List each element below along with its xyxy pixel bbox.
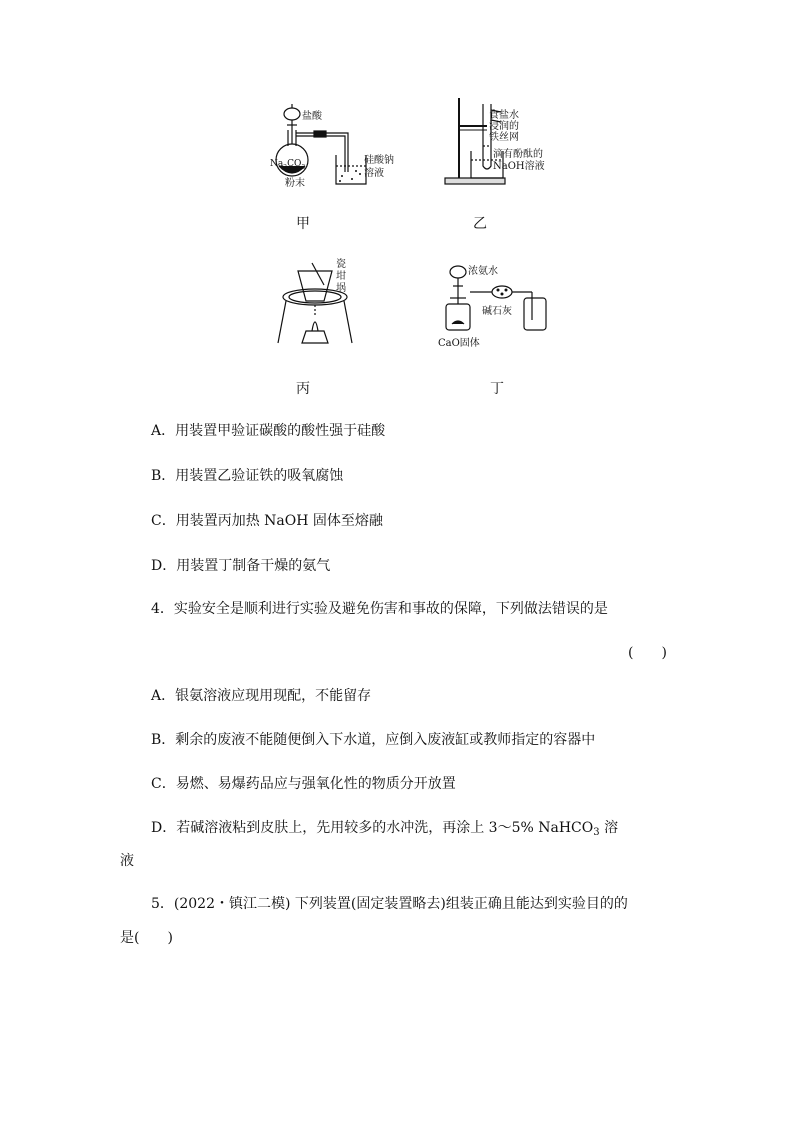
svg-text:NaOH溶液: NaOH溶液	[493, 161, 545, 172]
svg-text:埚: 埚	[336, 283, 346, 294]
figure-bing	[272, 255, 362, 350]
figure-caption-ding: 丁	[490, 381, 504, 397]
q5-stem-continued: 是( )	[120, 930, 173, 946]
figure-caption-bing: 丙	[296, 381, 310, 397]
figure-yi	[443, 96, 563, 191]
svg-text:Na2CO3: $Na_2CO_3$	[270, 159, 306, 171]
svg-text:铁丝网: 铁丝网	[489, 132, 519, 143]
svg-text:坩: 坩	[336, 271, 346, 282]
q3-option-d: D．用装置丁制备干燥的氨气	[151, 558, 331, 574]
q4-option-b: B．剩余的废液不能随便倒入下水道，应倒入废液缸或教师指定的容器中	[151, 732, 596, 748]
q4-option-d-continued: 液	[120, 853, 134, 869]
q4-option-a: A．银氨溶液应现用现配，不能留存	[151, 688, 372, 704]
figure-caption-yi: 乙	[473, 216, 487, 232]
q4-option-d: D．若碱溶液粘到皮肤上，先用较多的水冲洗，再涂上 3～5% NaHCO$_3$ 溶	[151, 820, 619, 838]
sodium-silicate-label: 硅酸钠	[364, 155, 394, 166]
q3-option-a: A．用装置甲验证碳酸的酸性强于硅酸	[151, 423, 386, 439]
figure-caption-jia: 甲	[296, 216, 310, 232]
svg-text:食盐水: 食盐水	[489, 110, 519, 121]
q4-option-c: C．易燃、易爆药品应与强氧化性的物质分开放置	[151, 776, 456, 792]
svg-text:浸润的: 浸润的	[489, 121, 519, 132]
solution-label: 溶液	[364, 168, 384, 179]
q3-option-b: B．用装置乙验证铁的吸氧腐蚀	[151, 468, 344, 484]
powder-label: 粉末	[285, 178, 305, 189]
q3-option-c: C．用装置丙加热 NaOH 固体至熔融	[151, 513, 383, 529]
q5-stem: 5．(2022・镇江二模) 下列装置(固定装置略去)组装正确且能达到实验目的的	[151, 896, 628, 912]
figure-ding	[436, 258, 556, 353]
q4-stem: 4．实验安全是顺利进行实验及避免伤害和事故的保障，下列做法错误的是	[151, 601, 608, 617]
figure-jia	[270, 100, 400, 190]
q4-answer-blank: ( )	[628, 645, 667, 661]
svg-text:CaO固体: CaO固体	[438, 338, 480, 349]
svg-text:滴有酚酞的: 滴有酚酞的	[493, 149, 543, 160]
svg-text:碱石灰: 碱石灰	[482, 306, 512, 317]
svg-text:瓷: 瓷	[336, 259, 346, 270]
svg-text:浓氨水: 浓氨水	[468, 266, 498, 277]
acid-label: 盐酸	[302, 111, 322, 122]
